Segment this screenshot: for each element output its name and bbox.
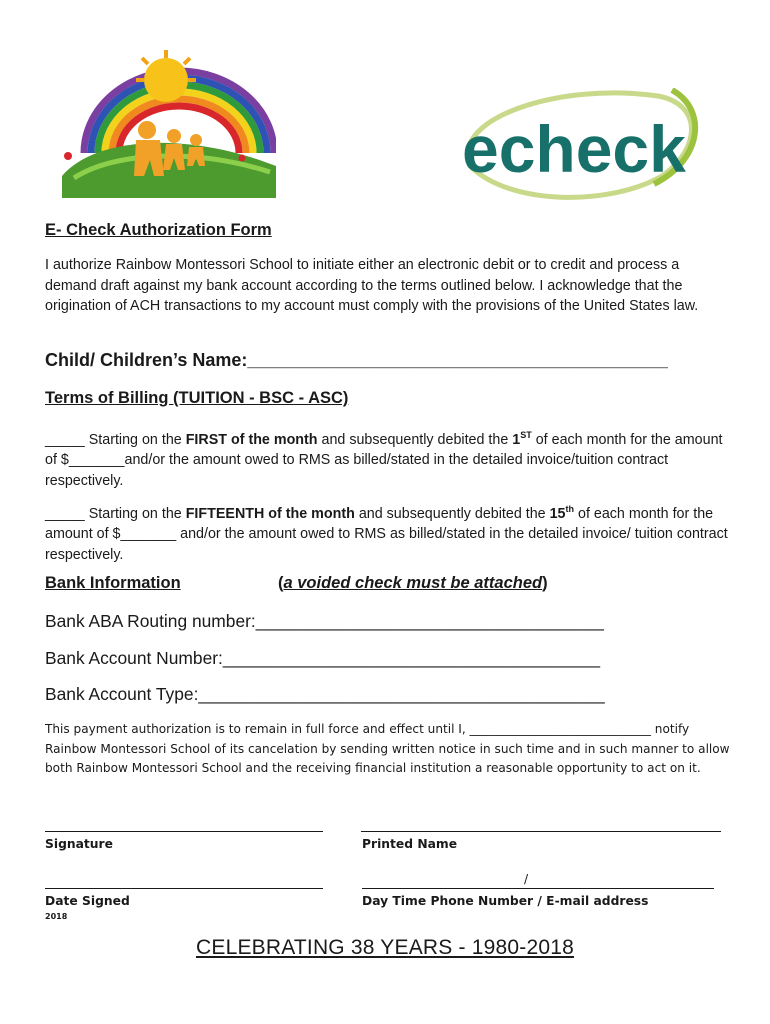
routing-number-field[interactable]: Bank ABA Routing number:____________________________________	[45, 611, 604, 631]
signature-label: Signature	[45, 837, 113, 851]
account-number-field[interactable]: Bank Account Number:_______________________________________	[45, 648, 601, 668]
echeck-logo-text: echeck	[462, 112, 686, 186]
billing-option-fifteenth[interactable]: _____ Starting on the FIFTEENTH of the month and subsequently debited the 15th of each month for the amount of $_______ and/or the amount owed to RMS as billed/stated in the detailed invoice/ tuition contract respectively.	[45, 504, 728, 563]
printed-name-line[interactable]	[361, 831, 721, 832]
option-first-blank[interactable]: _____	[45, 431, 85, 448]
celebration-banner: CELEBRATING 38 YEARS - 1980-2018	[196, 936, 574, 959]
voided-check-note: (a voided check must be attached)	[278, 574, 548, 592]
form-title: E- Check Authorization Form	[45, 221, 272, 239]
printed-name-label: Printed Name	[362, 837, 458, 851]
billing-option-first[interactable]: _____ Starting on the FIRST of the month and subsequently debited the 1ST of each month for the amount of $_______and/or the amount owed to RMS as billed/stated in the detailed invoice/tuition contract respectively.	[45, 430, 723, 489]
year-note: 2018	[45, 912, 68, 921]
bank-information-heading: Bank Information	[45, 574, 181, 592]
child-names-field[interactable]: Child/ Children’s Name:__________________________________________	[45, 350, 668, 370]
authorization-terms: This payment authorization is to remain in full force and effect until I, ______________________________ notify Rainbow Montessori School of its cancelation by sending written notice in such time and in such manner to allow both Rainbow Montessori School and the receiving financial institution a reasonable opportunity to act on it.	[45, 722, 730, 775]
phone-email-line[interactable]	[362, 888, 714, 889]
phone-email-slash: /	[524, 872, 529, 886]
echeck-logo-icon	[440, 88, 710, 203]
date-signed-label: Date Signed	[45, 894, 130, 908]
signature-line[interactable]	[45, 831, 323, 832]
terms-heading: Terms of Billing (TUITION - BSC - ASC)	[45, 389, 349, 407]
authorization-intro: I authorize Rainbow Montessori School to initiate either an electronic debit or to credit and process a demand draft against my bank account according to the terms outlined below. I acknowledge that the origination of ACH transactions to my account must comply with the provisions of the United States law.	[45, 257, 699, 315]
option-fifteenth-blank[interactable]: _____	[45, 505, 85, 522]
account-type-field[interactable]: Bank Account Type:__________________________________________	[45, 684, 605, 704]
date-signed-line[interactable]	[45, 888, 323, 889]
rainbow-children-icon	[44, 48, 276, 198]
phone-email-label: Day Time Phone Number / E-mail address	[362, 894, 649, 908]
